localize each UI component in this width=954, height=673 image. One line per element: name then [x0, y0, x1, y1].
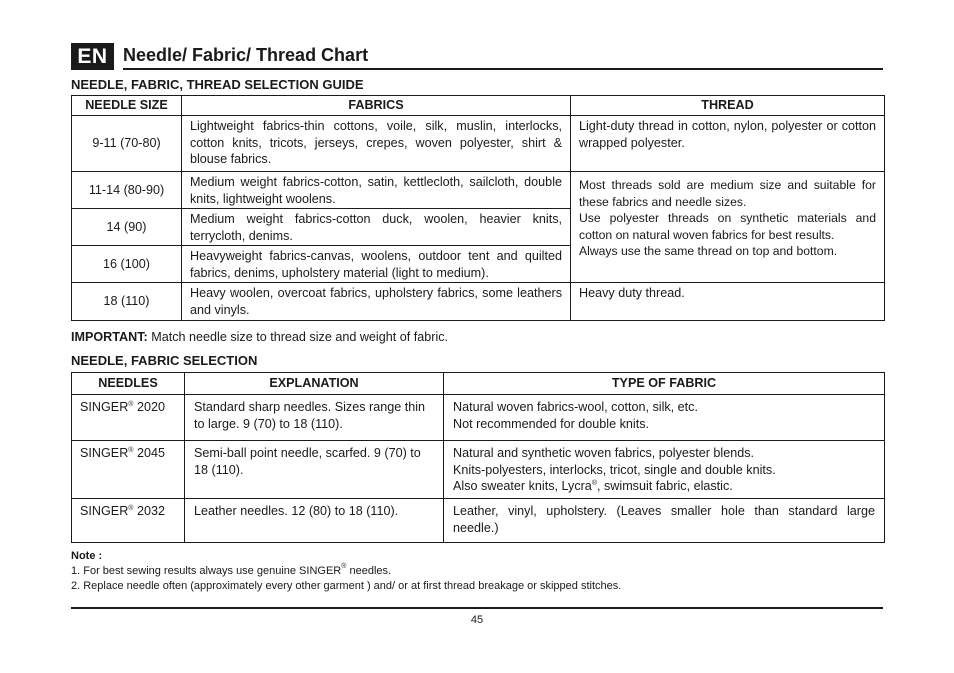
needle-cell [72, 441, 185, 499]
fabric-type-cell [444, 395, 885, 441]
needle-cell [72, 395, 185, 441]
fabric-type-line: Knits-polyesters, interlocks, tricot, single and double knits. [453, 462, 776, 477]
needle-size-cell: 16 (100) [72, 246, 182, 283]
thread-merged-line: Most threads sold are medium size and suitable for these fabrics and needle sizes. [579, 178, 876, 209]
fabrics-cell: Medium weight fabrics-cotton, satin, kettlecloth, sailcloth, double knits, lightweight woolens. [182, 172, 571, 209]
needle-brand: SINGER [80, 446, 129, 460]
registered-mark: ® [128, 447, 134, 454]
section2-title: NEEDLE, FABRIC SELECTION [71, 353, 258, 368]
note-text: 1. For best sewing results always use genuine SINGER [71, 565, 342, 577]
column-header-thread: THREAD [571, 96, 885, 116]
fabric-type-line: Natural woven fabrics-wool, cotton, silk, etc. [453, 400, 698, 414]
thread-selection-table [71, 95, 885, 321]
page-number: 45 [470, 614, 484, 626]
table-row [72, 283, 885, 321]
table-header-row [72, 373, 885, 395]
registered-mark: ® [591, 480, 597, 487]
thread-cell-merged [571, 172, 885, 283]
fabric-type-cell: Leather, vinyl, upholstery. (Leaves smaller hole than standard large needle.) [444, 499, 885, 543]
needle-size-cell: 9-11 (70-80) [72, 116, 182, 172]
column-header-fabrics: FABRICS [182, 96, 571, 116]
important-text: Match needle size to thread size and weight of fabric. [147, 330, 449, 344]
page-title: Needle/ Fabric/ Thread Chart [123, 45, 369, 65]
needle-model: 2032 [136, 504, 165, 518]
column-header-explanation: EXPLANATION [185, 373, 444, 395]
thread-cell: Heavy duty thread. [571, 283, 885, 321]
thread-merged-line: Always use the same thread on top and bottom. [579, 244, 838, 258]
fabric-type-text: , swimsuit fabric, elastic. [597, 479, 733, 493]
note-title: Note : [71, 550, 103, 562]
explanation-cell: Semi-ball point needle, scarfed. 9 (70) to 18 (110). [185, 441, 444, 499]
needle-size-cell: 11-14 (80-90) [72, 172, 182, 209]
fabric-type-cell [444, 441, 885, 499]
registered-mark: ® [341, 563, 347, 570]
header-rule [123, 68, 883, 70]
needle-cell [72, 499, 185, 543]
fabrics-cell: Medium weight fabrics-cotton duck, woolen, heavier knits, terrycloth, denims. [182, 209, 571, 246]
note-line-1 [71, 565, 391, 577]
column-header-type-of-fabric: TYPE OF FABRIC [444, 373, 885, 395]
fabric-type-line [453, 478, 875, 495]
column-header-needle-size: NEEDLE SIZE [72, 96, 182, 116]
needle-size-cell: 18 (110) [72, 283, 182, 321]
table-row [72, 395, 885, 441]
needle-brand: SINGER [80, 504, 129, 518]
registered-mark: ® [128, 401, 134, 408]
section1-title: NEEDLE, FABRIC, THREAD SELECTION GUIDE [71, 77, 364, 92]
important-note [71, 330, 448, 344]
needle-model: 2045 [136, 446, 165, 460]
needle-model: 2020 [136, 400, 165, 414]
page-header [71, 43, 883, 71]
needle-brand: SINGER [80, 400, 129, 414]
table-row [72, 172, 885, 209]
fabrics-cell: Heavyweight fabrics-canvas, woolens, outdoor tent and quilted fabrics, denims, upholstery material (light to medium). [182, 246, 571, 283]
note-text: needles. [346, 565, 392, 577]
table-header-row [72, 96, 885, 116]
table-row [72, 499, 885, 543]
explanation-cell: Leather needles. 12 (80) to 18 (110). [185, 499, 444, 543]
fabric-type-line: Not recommended for double knits. [453, 416, 650, 431]
registered-mark: ® [128, 505, 134, 512]
table-row [72, 116, 885, 172]
fabrics-cell: Lightweight fabrics-thin cottons, voile, silk, muslin, interlocks, cotton knits, tricots, jerseys, crepes, woven polyester, shirt & blouse fabrics. [182, 116, 571, 172]
language-badge: EN [71, 43, 114, 70]
needle-size-cell: 14 (90) [72, 209, 182, 246]
footer-rule [71, 607, 883, 609]
column-header-needles: NEEDLES [72, 373, 185, 395]
fabric-type-line: Natural and synthetic woven fabrics, polyester blends. [453, 446, 755, 460]
important-label: IMPORTANT: [71, 330, 148, 344]
needle-selection-table [71, 372, 885, 543]
explanation-cell: Standard sharp needles. Sizes range thin to large. 9 (70) to 18 (110). [185, 395, 444, 441]
fabrics-cell: Heavy woolen, overcoat fabrics, upholstery fabrics, some leathers and vinyls. [182, 283, 571, 321]
thread-merged-line: Use polyester threads on synthetic materials and cotton on natural woven fabrics for best results. [579, 211, 876, 242]
table-row [72, 441, 885, 499]
fabric-type-text: Also sweater knits, Lycra [453, 479, 592, 493]
note-line-2: 2. Replace needle often (approximately every other garment ) and/ or at first thread breakage or skipped stitches. [71, 580, 622, 592]
thread-cell: Light-duty thread in cotton, nylon, polyester or cotton wrapped polyester. [571, 116, 885, 172]
